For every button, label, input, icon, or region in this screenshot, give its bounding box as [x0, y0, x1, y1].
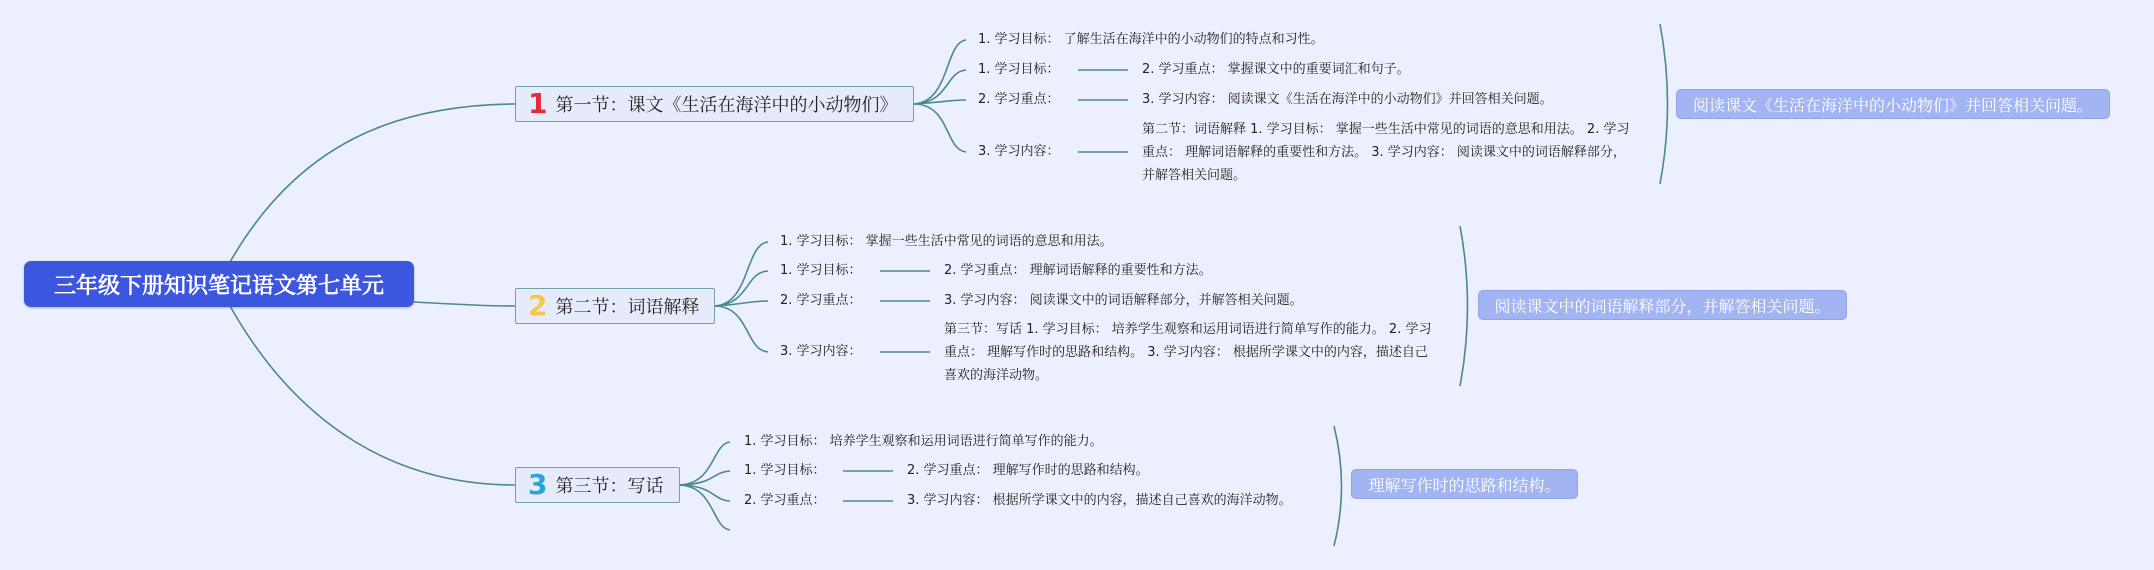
- section-1-item-3[interactable]: 2. 学习重点：: [978, 92, 1060, 107]
- section-2-detail-3[interactable]: 第三节：写话 1. 学习目标： 培养学生观察和运用词语进行简单写作的能力。 2. 学习重点： 理解写作时的思路和结构。 3. 学习内容： 根据所学课文中的内容，描述自己喜欢的海洋动物。: [944, 322, 1432, 383]
- section-1-detail-2[interactable]: 3. 学习内容： 阅读课文《生活在海洋中的小动物们》并回答相关问题。: [1142, 92, 1553, 107]
- section-2-number: 2: [528, 289, 548, 322]
- section-2-summary[interactable]: [1479, 291, 1846, 319]
- section-1-item-1[interactable]: 1. 学习目标： 了解生活在海洋中的小动物们的特点和习性。: [978, 32, 1324, 47]
- section-3-detail-1[interactable]: 2. 学习重点： 理解写作时的思路和结构。: [907, 463, 1149, 478]
- section-1-topic[interactable]: [515, 86, 914, 122]
- section-2-item-3[interactable]: 2. 学习重点：: [780, 293, 862, 308]
- section-3-summary[interactable]: [1352, 470, 1577, 498]
- section-3-item-2[interactable]: 1. 学习目标：: [744, 463, 826, 478]
- section-2-item-2[interactable]: 1. 学习目标：: [780, 263, 862, 278]
- section-2-title: 第二节：词语解释: [555, 297, 700, 318]
- section-3-topic[interactable]: [515, 467, 680, 503]
- section-3-summary-text: 理解写作时的思路和结构。: [1368, 475, 1561, 495]
- section-2-topic[interactable]: [515, 288, 715, 324]
- section-2-detail-2[interactable]: 3. 学习内容： 阅读课文中的词语解释部分，并解答相关问题。: [944, 293, 1303, 308]
- section-2-item-4[interactable]: 3. 学习内容：: [780, 344, 862, 359]
- section-1-summary-text: 阅读课文《生活在海洋中的小动物们》并回答相关问题。: [1692, 95, 2093, 115]
- section-2-detail-1[interactable]: 2. 学习重点： 理解词语解释的重要性和方法。: [944, 263, 1212, 278]
- section-3-item-1[interactable]: 1. 学习目标： 培养学生观察和运用词语进行简单写作的能力。: [744, 434, 1103, 449]
- section-1-summary[interactable]: [1677, 90, 2109, 118]
- section-1-item-4[interactable]: 3. 学习内容：: [978, 144, 1060, 159]
- section-2-summary-text: 阅读课文中的词语解释部分，并解答相关问题。: [1494, 296, 1831, 316]
- section-3-detail-2[interactable]: 3. 学习内容： 根据所学课文中的内容，描述自己喜欢的海洋动物。: [907, 493, 1292, 508]
- section-1-title: 第一节：课文《生活在海洋中的小动物们》: [555, 95, 898, 116]
- section-1-detail-3[interactable]: 第二节：词语解释 1. 学习目标： 掌握一些生活中常见的词语的意思和用法。 2. 学习重点： 理解词语解释的重要性和方法。 3. 学习内容： 阅读课文中的词语解释部分，并解答相关问题。: [1142, 122, 1630, 183]
- section-1-item-2[interactable]: 1. 学习目标：: [978, 62, 1060, 77]
- section-2-item-1[interactable]: 1. 学习目标： 掌握一些生活中常见的词语的意思和用法。: [780, 234, 1113, 249]
- section-3-number: 3: [528, 468, 548, 501]
- root-title: 三年级下册知识笔记语文第七单元: [53, 273, 384, 299]
- section-3-item-3[interactable]: 2. 学习重点：: [744, 493, 826, 508]
- section-3-title: 第三节：写话: [555, 476, 664, 497]
- section-1-number: 1: [528, 87, 548, 120]
- root-topic[interactable]: [24, 261, 414, 307]
- section-1-detail-1[interactable]: 2. 学习重点： 掌握课文中的重要词汇和句子。: [1142, 62, 1410, 77]
